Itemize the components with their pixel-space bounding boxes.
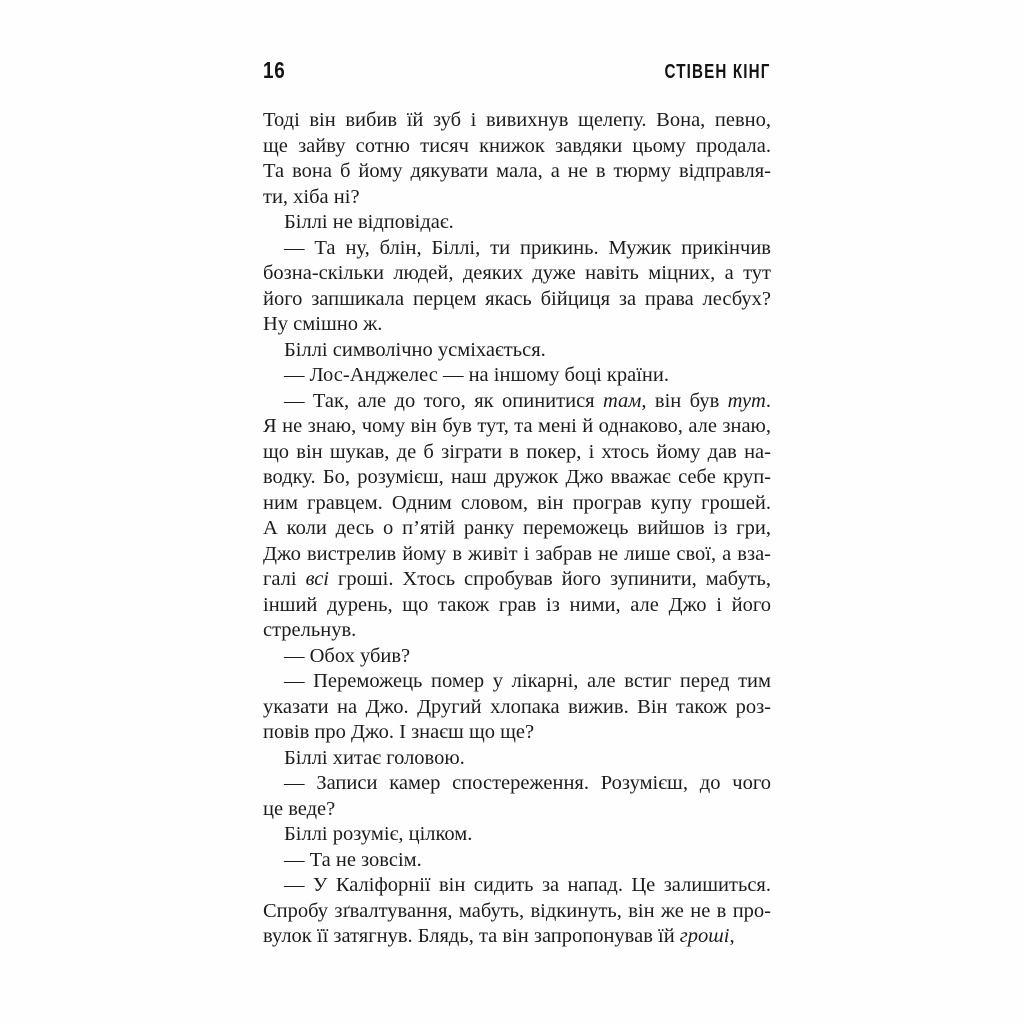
text-line (263, 287, 771, 313)
text-segment: , він був (641, 389, 728, 412)
text-line (263, 695, 771, 721)
text-segment: Я не знаю, чому він був тут, та мені й однаково, але знаю, (263, 415, 771, 437)
text-line (263, 848, 771, 874)
italic-text-segment: тут (727, 389, 766, 412)
text-segment: Ну смішно ж. (263, 313, 383, 335)
text-segment: — Обох убив? (284, 644, 411, 667)
text-segment: указати на Джо. Другий хлопака вижив. Він також роз- (263, 695, 771, 718)
page-header (263, 57, 771, 84)
text-line (263, 338, 771, 364)
text-segment: ще зайву сотню тисяч книжок завдяки цьому продала. (263, 134, 771, 157)
text-segment: Тоді він вибив їй зуб і вивихнув щелепу. Вона, певно, (263, 109, 771, 131)
text-line (263, 414, 771, 440)
text-segment: — Та не зовсім. (284, 848, 422, 871)
text-line (263, 924, 771, 950)
text-line (263, 185, 771, 211)
text-segment: інший дурень, що також грав із ними, але Джо і його (263, 593, 771, 616)
text-line (263, 771, 771, 797)
text-segment: ним гравцем. Одним словом, він програв купу грошей. (263, 491, 771, 514)
text-line (263, 567, 771, 593)
text-line (263, 644, 771, 670)
text-segment: Та вона б йому дякувати мала, а не в тюрму відправля- (263, 160, 771, 182)
text-segment: Біллі хитає головою. (284, 746, 465, 769)
text-line (263, 389, 771, 415)
text-segment: його запшикала перцем якась бійциця за права лесбух? (263, 287, 771, 310)
text-line (263, 618, 771, 644)
text-line (263, 542, 771, 568)
text-line (263, 899, 771, 925)
text-line (263, 159, 771, 185)
text-segment: Біллі розуміє, цілком. (284, 823, 473, 845)
text-segment: — Так, але до того, як опинитися (284, 389, 603, 412)
text-line (263, 516, 771, 542)
text-line (263, 491, 771, 517)
text-line (263, 797, 771, 823)
text-segment: бозна-скільки людей, деяких дуже навіть міцних, а тут (263, 262, 771, 284)
text-segment: , (729, 925, 735, 947)
text-segment: вулок її затягнув. Блядь, та він запропонував їй (263, 925, 680, 947)
text-segment: Джо вистрелив йому в живіт і забрав не лише свої, а вза- (263, 542, 771, 565)
text-segment: — Переможець помер у лікарні, але встиг перед тим (284, 670, 771, 692)
text-line (263, 720, 771, 746)
text-segment: Біллі символічно усміхається. (284, 338, 546, 361)
text-line (263, 593, 771, 619)
page-number: 16 (263, 57, 286, 83)
text-line (263, 465, 771, 491)
text-line (263, 363, 771, 389)
text-segment: — Та ну, блін, Біллі, ти прикинь. Мужик прикінчив (284, 236, 771, 259)
text-line (263, 440, 771, 466)
text-line (263, 108, 771, 134)
text-line (263, 822, 771, 848)
text-segment: Спробу зґвалтування, мабуть, відкинуть, він же не в про- (263, 899, 771, 922)
text-segment: — У Каліфорнії він сидить за напад. Це залишиться. (284, 874, 771, 896)
text-line (263, 236, 771, 262)
text-segment: стрельнув. (263, 619, 357, 641)
text-line (263, 312, 771, 338)
text-line (263, 873, 771, 899)
text-segment: гроші. Хтось спробував його зупинити, мабуть, (329, 568, 771, 590)
text-line (263, 669, 771, 695)
text-line (263, 746, 771, 772)
text-segment: ти, хіба ні? (263, 185, 360, 208)
text-segment: повів про Джо. І знаєш що ще? (263, 721, 535, 743)
italic-text-segment: там (603, 389, 642, 412)
text-line (263, 261, 771, 287)
text-segment: це веде? (263, 797, 336, 820)
italic-text-segment: всі (305, 568, 329, 590)
running-header: СТІВЕН КІНГ (664, 61, 771, 83)
text-segment: що він шукав, де б зіграти в покер, і хтось йому дав на- (263, 440, 771, 463)
text-segment: Біллі не відповідає. (284, 211, 454, 233)
text-segment: галі (263, 568, 306, 590)
text-segment: водку. Бо, розумієш, наш дружок Джо вважає себе круп- (263, 466, 771, 488)
text-segment: А коли десь о п’ятій ранку переможець вийшов із гри, (263, 517, 771, 539)
text-segment: — Записи камер спостереження. Розумієш, до чого (284, 772, 771, 794)
text-segment: . (765, 389, 771, 412)
italic-text-segment: гроші (679, 925, 730, 947)
page-body (263, 108, 771, 950)
text-segment: — Лос-Анджелес — на іншому боці країни. (284, 364, 669, 386)
text-line (263, 134, 771, 160)
text-line (263, 210, 771, 236)
